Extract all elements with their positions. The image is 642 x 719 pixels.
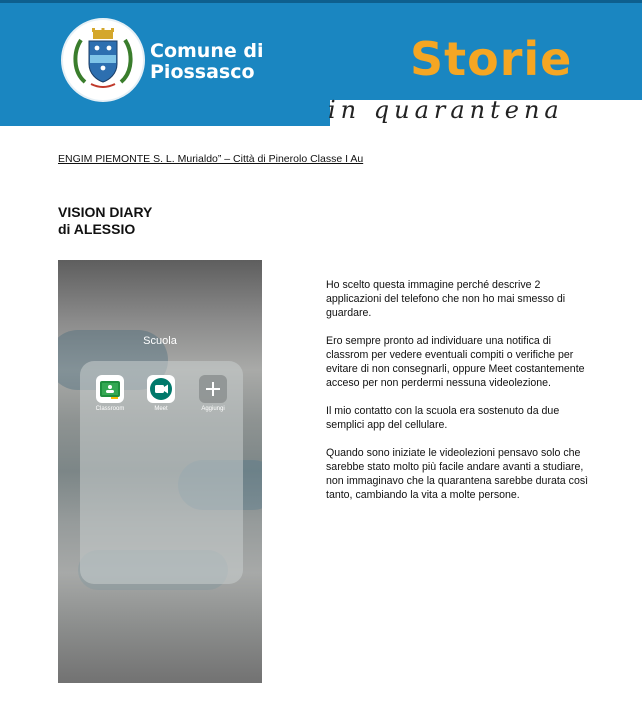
phone-screenshot <box>58 260 262 683</box>
paragraph: Ho scelto questa immagine perché descrive 2 applicazioni del telefono che non ho mai smesso di guardare. <box>326 279 566 319</box>
diary-title-line1: VISION DIARY <box>58 204 153 220</box>
app-folder <box>80 361 243 584</box>
storie-title: Storie <box>410 32 573 86</box>
app-classroom[interactable] <box>90 375 130 413</box>
diary-text <box>326 278 590 516</box>
comune-name-line2: Piossasco <box>150 61 255 83</box>
paragraph: Il mio contatto con la scuola era sostenuto da due semplici app del cellulare. <box>326 405 560 431</box>
diary-title-line2: di ALESSIO <box>58 221 136 237</box>
quarantena-subtitle: in quarantena <box>328 96 564 124</box>
plus-icon <box>199 375 227 403</box>
comune-name-line1: Comune di <box>150 40 264 62</box>
comune-name <box>150 41 300 83</box>
app-label: Meet <box>154 406 168 412</box>
paragraph: Quando sono iniziate le videolezioni pensavo solo che sarebbe stato molto più facile andare avanti a studiare, non immaginavo che la quarantena sarebbe durata così tanto, cambiando la vita a molte persone. <box>326 447 589 501</box>
diary-title <box>58 204 152 238</box>
meet-icon <box>147 375 175 403</box>
app-label: Classroom <box>95 406 125 412</box>
paragraph: Ero sempre pronto ad individuare una notifica di classrom per vedere eventuali compiti o verifiche per evitare di non consegnarli, oppure Meet costantemente acceso per non perdermi nessuna videolezione. <box>326 335 585 389</box>
coat-of-arms-icon <box>63 20 143 100</box>
app-aggiungi[interactable] <box>193 375 233 413</box>
school-link[interactable]: ENGIM PIEMONTE S. L. Murialdo” – Città di Pinerolo Classe I Au <box>58 153 364 165</box>
classroom-icon <box>96 375 124 403</box>
folder-name: Scuola <box>143 335 177 347</box>
app-meet[interactable] <box>141 375 181 413</box>
app-label: Aggiungi <box>201 406 225 412</box>
comune-emblem-logo <box>61 18 145 102</box>
